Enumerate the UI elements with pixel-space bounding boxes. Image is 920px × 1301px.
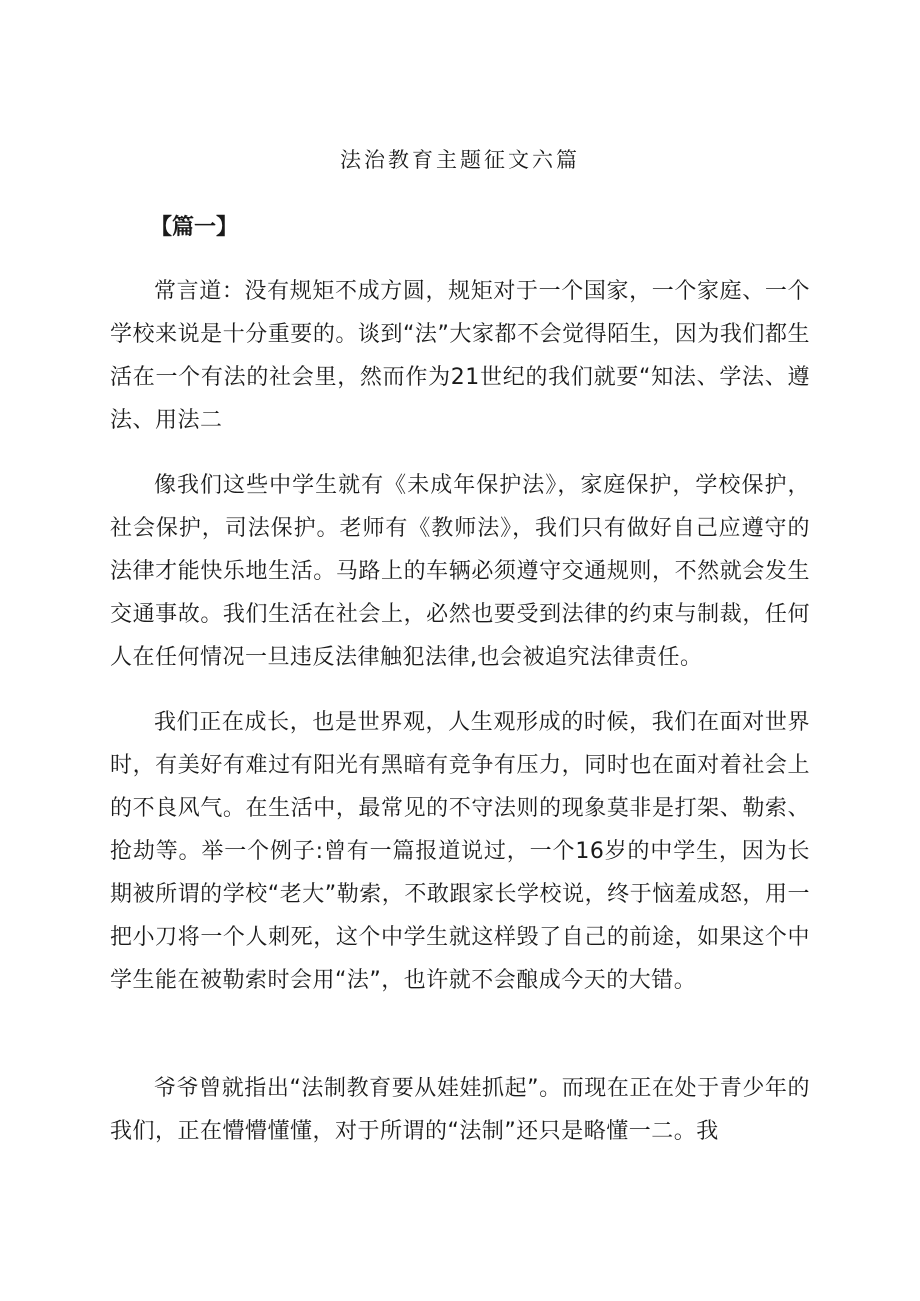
paragraph-3: 我们正在成长，也是世界观，人生观形成的时候，我们在面对世界时，有美好有难过有阳光有黑暗有竞争有压力，同时也在面对着社会上的不良风气。在生活中，最常见的不守法则的现象莫非是打架、勒索、抢劫等。举一个例子:曾有一篇报道说过，一个16岁的中学生，因为长期被所谓的学校“老大”勒索，不敢跟家长学校说，终于恼羞成怒，用一把小刀将一个人刺死，这个中学生就这样毁了自己的前途，如果这个中学生能在被勒索时会用“法”，也许就不会酿成今天的大错。 — [110, 710, 810, 993]
document-title: 法治教育主题征文六篇 — [340, 148, 580, 172]
paragraph-2: 像我们这些中学生就有《未成年保护法》，家庭保护，学校保护，社会保护，司法保护。老师有《教师法》，我们只有做好自己应遵守的法律才能快乐地生活。马路上的车辆必须遵守交通规则，不然就会发生交通事故。我们生活在社会上，必然也要受到法律的约束与制裁，任何人在任何情况一旦违反法律触犯法律,也会被追究法律责任。 — [110, 473, 810, 670]
paragraph-1: 常言道：没有规矩不成方圆，规矩对于一个国家，一个家庭、一个学校来说是十分重要的。谈到“法”大家都不会觉得陌生，因为我们都生活在一个有法的社会里，然而作为21世纪的我们就要“知法、学法、遵法、用法二 — [110, 279, 810, 433]
paragraph-4: 爷爷曾就指出“法制教育要从娃娃抓起”。而现在正在处于青少年的我们，正在懵懵懂懂，对于所谓的“法制”还只是略懂一二。我 — [110, 1076, 810, 1144]
section-label: 【篇一】 — [150, 215, 239, 240]
